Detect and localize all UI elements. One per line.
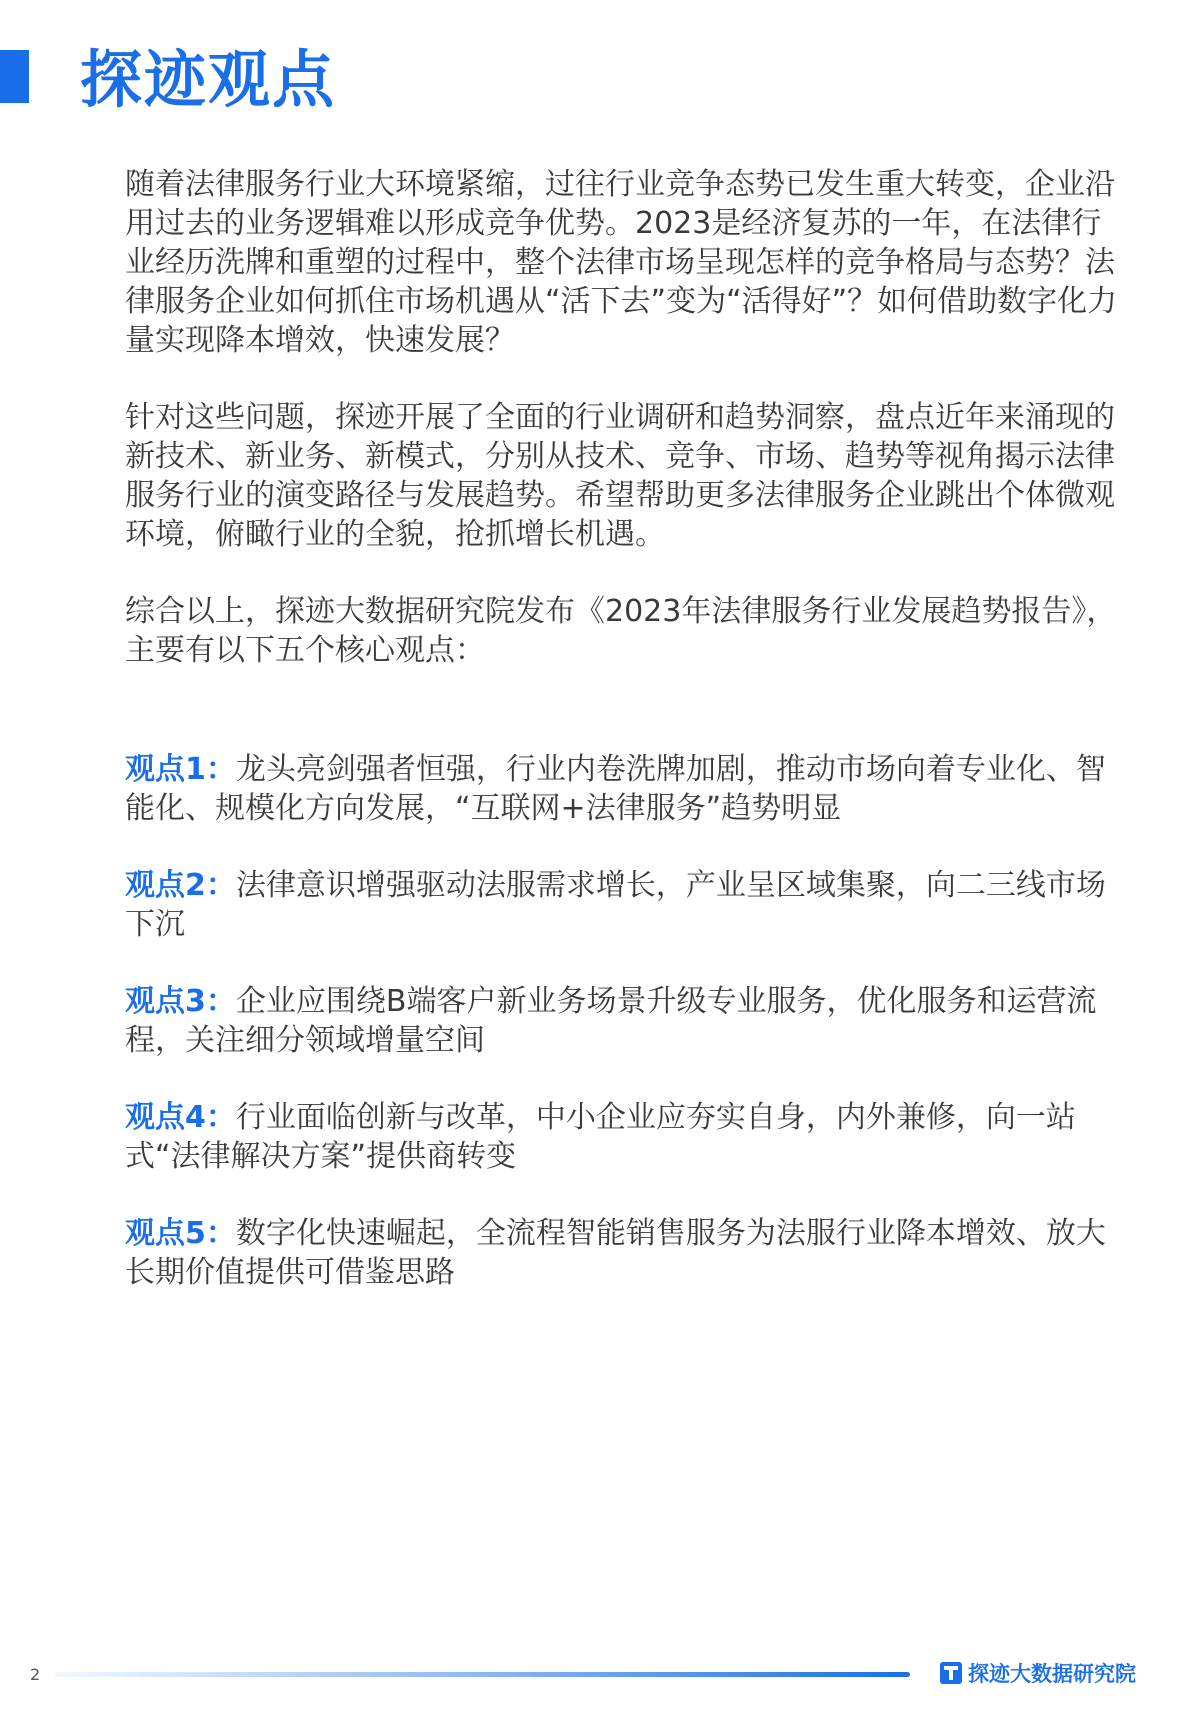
viewpoint-label: 观点4： [125,1100,236,1135]
title-accent-bar [0,50,29,103]
intro-paragraph-2: 针对这些问题，探迹开展了全面的行业调研和趋势洞察，盘点近年来涌现的新技术、新业务、新模式，分别从技术、竞争、市场、趋势等视角揭示法律服务行业的演变路径与发展趋势。希望帮助更多法律服务企业跳出个体微观环境，俯瞰行业的全貌，抢抓增长机遇。 [125,400,1115,552]
viewpoint-text: 龙头亮剑强者恒强，行业内卷洗牌加剧，推动市场向着专业化、智能化、规模化方向发展，“互联网+法律服务”趋势明显 [125,752,1106,826]
viewpoint-4 [125,1098,1125,1176]
page-title: 探迹观点 [80,43,337,116]
intro-paragraph-1: 随着法律服务行业大环境紧缩，过往行业竞争态势已发生重大转变，企业沿用过去的业务逻辑难以形成竞争优势。2023是经济复苏的一年，在法律行业经历洗牌和重塑的过程中，整个法律市场呈现怎样的竞争格局与态势？法律服务企业如何抓住市场机遇从“活下去”变为“活得好”？如何借助数字化力量实现降本增效，快速发展？ [125,167,1118,358]
viewpoint-label: 观点5： [125,1216,236,1251]
footer-brand [940,1658,1136,1688]
page-number: 2 [30,1665,41,1684]
viewpoint-label: 观点1： [125,752,236,787]
viewpoint-label: 观点3： [125,984,236,1019]
viewpoint-text: 法律意识增强驱动法服需求增长，产业呈区域集聚，向二三线市场下沉 [125,868,1106,942]
viewpoint-text: 行业面临创新与改革，中小企业应夯实自身，内外兼修，向一站式“法律解决方案”提供商转变 [125,1100,1076,1174]
footer-divider [55,1672,910,1677]
main-content [125,165,1125,1330]
viewpoint-5 [125,1214,1125,1292]
viewpoint-text: 企业应围绕B端客户新业务场景升级专业服务，优化服务和运营流程，关注细分领域增量空间 [125,984,1097,1058]
viewpoint-text: 数字化快速崛起，全流程智能销售服务为法服行业降本增效、放大长期价值提供可借鉴思路 [125,1216,1106,1290]
viewpoint-2 [125,866,1125,944]
viewpoint-1 [125,750,1125,828]
brand-name: 探迹大数据研究院 [968,1662,1136,1686]
viewpoint-label: 观点2： [125,868,236,903]
intro-paragraph-3: 综合以上，探迹大数据研究院发布《2023年法律服务行业发展趋势报告》，主要有以下五个核心观点： [125,594,1117,668]
brand-logo-icon [940,1662,962,1684]
viewpoint-3 [125,982,1125,1060]
